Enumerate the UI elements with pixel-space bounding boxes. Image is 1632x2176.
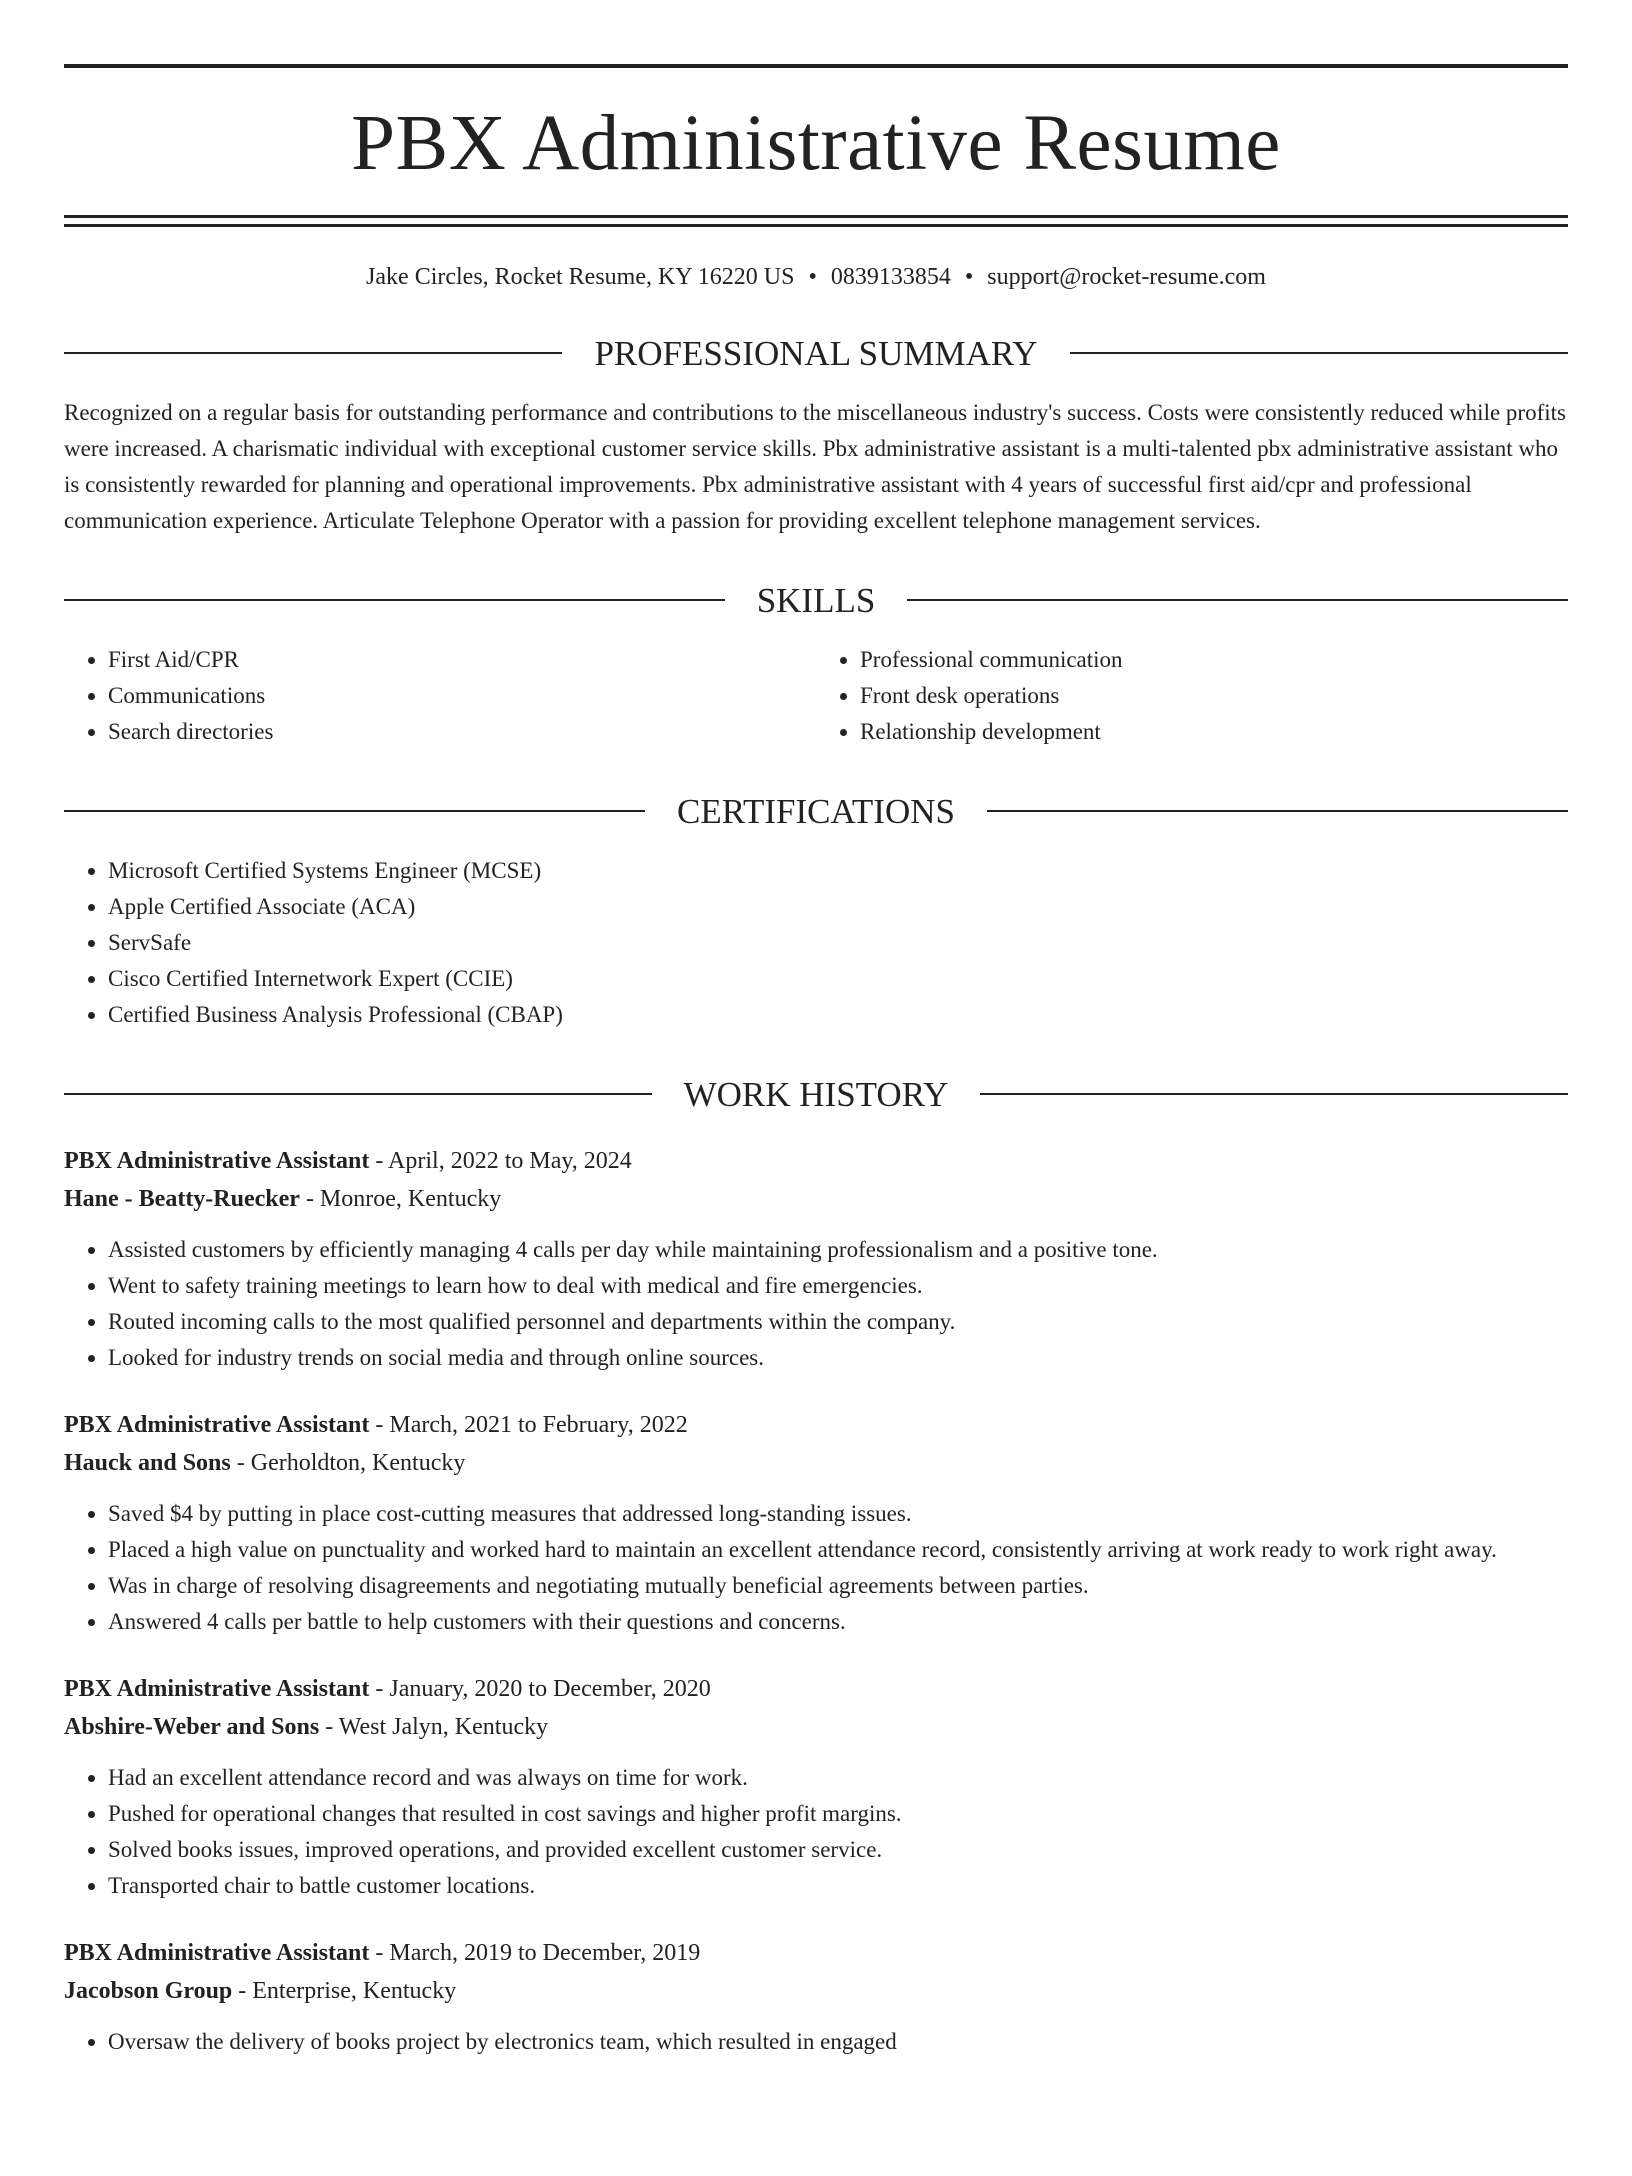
- job-title: PBX Administrative Assistant: [64, 1411, 370, 1438]
- certification-item: • Cisco Certified Internetwork Expert (CCIE): [108, 961, 1568, 997]
- job-company: Hane - Beatty-Ruecker: [64, 1185, 300, 1212]
- job-company-line: [64, 1180, 1568, 1218]
- resume-title: PBX Administrative Resume: [351, 100, 1281, 187]
- certification-item: • ServSafe: [108, 925, 1568, 961]
- certification-item: • Microsoft Certified Systems Engineer (MCSE): [108, 853, 1568, 889]
- heading-rule-left: [64, 1093, 652, 1095]
- job-bullets: [64, 1496, 1568, 1640]
- skill-item: • Search directories: [108, 714, 816, 750]
- contact-phone: 0839133854: [830, 264, 951, 290]
- heading-rule-right: [1070, 352, 1568, 354]
- contact-address: Jake Circles, Rocket Resume, KY 16220 US: [366, 264, 795, 290]
- heading-rule-left: [64, 810, 645, 812]
- heading-rule-left: [64, 352, 562, 354]
- contact-separator: •: [964, 264, 974, 290]
- contact-email: support@rocket-resume.com: [987, 264, 1266, 290]
- heading-rule-left: [64, 599, 725, 601]
- job-company: Jacobson Group: [64, 1977, 233, 2004]
- certifications-heading: [64, 791, 1568, 831]
- job-entry: [64, 1670, 1568, 1904]
- skill-item: • Professional communication: [860, 642, 1568, 678]
- job-bullet: • Routed incoming calls to the most qualified personnel and departments within the company.: [108, 1304, 1568, 1340]
- job-entry: [64, 1142, 1568, 1376]
- job-location: - Gerholdton, Kentucky: [230, 1449, 466, 1476]
- job-dates: - March, 2019 to December, 2019: [369, 1939, 701, 1966]
- job-bullet: • Was in charge of resolving disagreements and negotiating mutually beneficial agreements between parties.: [108, 1568, 1568, 1604]
- job-bullet: • Oversaw the delivery of books project by electronics team, which resulted in engaged: [108, 2024, 1568, 2060]
- job-title: PBX Administrative Assistant: [64, 1147, 370, 1174]
- job-dates: - April, 2022 to May, 2024: [369, 1147, 632, 1174]
- job-bullet: • Transported chair to battle customer locations.: [108, 1868, 1568, 1904]
- job-bullet: • Saved $4 by putting in place cost-cutting measures that addressed long-standing issues.: [108, 1496, 1568, 1532]
- job-title: PBX Administrative Assistant: [64, 1939, 370, 1966]
- job-bullet: • Answered 4 calls per battle to help customers with their questions and concerns.: [108, 1604, 1568, 1640]
- job-bullets: [64, 1232, 1568, 1376]
- title-double-rule: [64, 215, 1568, 227]
- job-bullets: [64, 2024, 1568, 2060]
- certification-item: • Apple Certified Associate (ACA): [108, 889, 1568, 925]
- job-location: - West Jalyn, Kentucky: [319, 1713, 549, 1740]
- skills-list-right: [816, 642, 1568, 750]
- job-title: PBX Administrative Assistant: [64, 1675, 370, 1702]
- job-bullets: [64, 1760, 1568, 1904]
- skill-item: • Communications: [108, 678, 816, 714]
- job-title-line: [64, 1142, 1568, 1180]
- job-entry: [64, 1406, 1568, 1640]
- work-history-heading: [64, 1074, 1568, 1114]
- heading-rule-right: [907, 599, 1568, 601]
- job-location: - Enterprise, Kentucky: [232, 1977, 457, 2004]
- job-bullet: • Went to safety training meetings to learn how to deal with medical and fire emergencies.: [108, 1268, 1568, 1304]
- job-bullet: • Assisted customers by efficiently managing 4 calls per day while maintaining professionalism and a positive tone.: [108, 1232, 1568, 1268]
- heading-rule-right: [987, 810, 1568, 812]
- job-entry: [64, 1934, 1568, 2060]
- certification-item: • Certified Business Analysis Professional (CBAP): [108, 997, 1568, 1033]
- skills-grid: [64, 642, 1568, 750]
- job-title-line: [64, 1406, 1568, 1444]
- certifications-list: [64, 853, 1568, 1033]
- summary-heading-text: PROFESSIONAL SUMMARY: [594, 333, 1038, 373]
- job-bullet: • Pushed for operational changes that resulted in cost savings and higher profit margins.: [108, 1796, 1568, 1832]
- skills-list-left: [64, 642, 816, 750]
- summary-heading: [64, 333, 1568, 373]
- job-dates: - January, 2020 to December, 2020: [369, 1675, 711, 1702]
- work-history-heading-text: WORK HISTORY: [683, 1074, 949, 1114]
- job-location: - Monroe, Kentucky: [299, 1185, 502, 1212]
- contact-line: [64, 263, 1568, 292]
- job-company-line: [64, 1708, 1568, 1746]
- skills-heading-text: SKILLS: [756, 580, 876, 620]
- resume-page: [0, 64, 1632, 2176]
- skill-item: • Relationship development: [860, 714, 1568, 750]
- contact-separator: •: [808, 264, 817, 290]
- job-company: Abshire-Weber and Sons: [64, 1713, 320, 1740]
- job-bullet: • Looked for industry trends on social media and through online sources.: [108, 1340, 1568, 1376]
- skill-item: • Front desk operations: [860, 678, 1568, 714]
- skill-item: • First Aid/CPR: [108, 642, 816, 678]
- job-bullet: • Solved books issues, improved operations, and provided excellent customer service.: [108, 1832, 1568, 1868]
- job-title-line: [64, 1934, 1568, 1972]
- skills-heading: [64, 580, 1568, 620]
- job-title-line: [64, 1670, 1568, 1708]
- job-bullet: • Had an excellent attendance record and was always on time for work.: [108, 1760, 1568, 1796]
- certifications-heading-text: CERTIFICATIONS: [677, 791, 955, 831]
- summary-text: Recognized on a regular basis for outstanding performance and contributions to the miscellaneous industry's success. Costs were consistently reduced while profits were increased. A charismatic individual with exceptional customer service skills. Pbx administrative assistant is a multi-talented pbx administrative assistant who is consistently rewarded for planning and operational improvements. Pbx administrative assistant with 4 years of successful first aid/cpr and professional communication experience. Articulate Telephone Operator with a passion for providing excellent telephone management services.: [64, 399, 1566, 533]
- job-company: Hauck and Sons: [64, 1449, 231, 1476]
- heading-rule-right: [980, 1093, 1568, 1095]
- job-company-line: [64, 1972, 1568, 2010]
- top-rule: [64, 64, 1568, 68]
- job-bullet: • Placed a high value on punctuality and worked hard to maintain an excellent attendance record, consistently arriving at work ready to work right away.: [108, 1532, 1568, 1568]
- job-dates: - March, 2021 to February, 2022: [369, 1411, 688, 1438]
- job-company-line: [64, 1444, 1568, 1482]
